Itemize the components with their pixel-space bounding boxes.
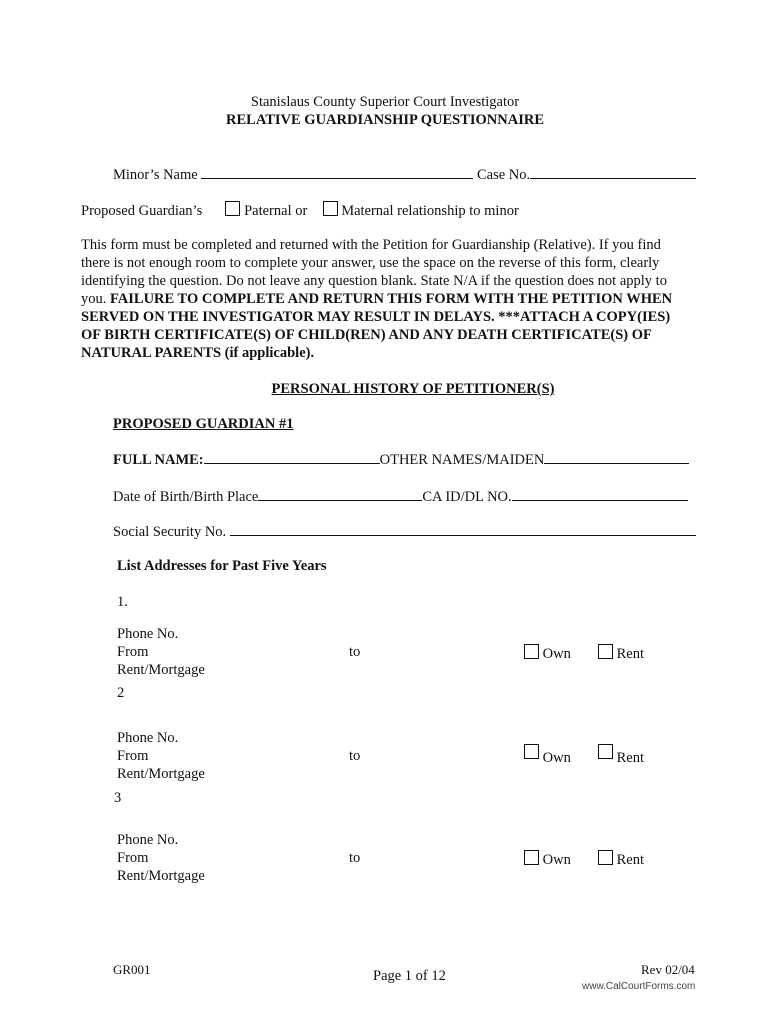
address-3-from-label: From bbox=[117, 850, 149, 866]
address-3-rent-mortgage-label: Rent/Mortgage bbox=[117, 868, 205, 884]
minor-name-label: Minor’s Name bbox=[113, 167, 198, 183]
address-1-rent-label: Rent bbox=[616, 646, 645, 662]
minor-name-row bbox=[113, 165, 696, 184]
address-3-phone-label: Phone No. bbox=[117, 832, 179, 848]
address-1-number: 1. bbox=[117, 594, 128, 610]
watermark: www.CalCourtForms.com bbox=[582, 981, 696, 992]
ssn-label: Social Security No. bbox=[113, 524, 227, 540]
addresses-heading: List Addresses for Past Five Years bbox=[117, 558, 327, 574]
dob-label: Date of Birth/Birth Place bbox=[113, 489, 259, 505]
revision: Rev 02/04 bbox=[641, 962, 695, 977]
address-1-own-label: Own bbox=[542, 646, 571, 662]
case-no-label: Case No. bbox=[476, 167, 531, 183]
ca-id-label: CA ID/DL NO. bbox=[422, 489, 512, 505]
address-2-from-label: From bbox=[117, 748, 149, 764]
address-3-rent bbox=[598, 850, 644, 869]
address-3-own-checkbox[interactable] bbox=[524, 850, 539, 865]
address-1-own-checkbox[interactable] bbox=[524, 644, 539, 659]
other-names-field[interactable] bbox=[544, 450, 689, 464]
address-2-own-checkbox[interactable] bbox=[524, 744, 539, 759]
address-1-rent bbox=[598, 644, 644, 663]
address-3-number: 3 bbox=[114, 790, 122, 806]
address-1-rent-checkbox[interactable] bbox=[598, 644, 613, 659]
form-title: RELATIVE GUARDIANSHIP QUESTIONNAIRE bbox=[226, 112, 544, 128]
dob-field[interactable] bbox=[258, 487, 422, 501]
address-2-own bbox=[524, 744, 571, 766]
maternal-label: Maternal relationship to minor bbox=[341, 203, 519, 219]
address-2-phone-label: Phone No. bbox=[117, 730, 179, 746]
address-2-number: 2 bbox=[117, 685, 125, 701]
address-1-phone-label: Phone No. bbox=[117, 626, 179, 642]
address-2-rent-mortgage-label: Rent/Mortgage bbox=[117, 766, 205, 782]
dob-row bbox=[113, 487, 688, 506]
guardian-relationship-label: Proposed Guardian’s bbox=[81, 203, 203, 219]
instructions-paragraph bbox=[81, 236, 681, 362]
paternal-label: Paternal or bbox=[244, 203, 308, 219]
full-name-row bbox=[113, 450, 689, 469]
guardian1-heading: PROPOSED GUARDIAN #1 bbox=[113, 416, 294, 432]
full-name-label: FULL NAME: bbox=[113, 452, 204, 468]
agency-name: Stanislaus County Superior Court Investigator bbox=[250, 94, 520, 110]
paternal-checkbox[interactable] bbox=[225, 201, 240, 216]
instructions-warning: FAILURE TO COMPLETE AND RETURN THIS FORM WITH THE PETITION WHEN SERVED ON THE INVESTIGATOR MAY RESULT IN DELAYS. ***ATTACH A COPY(IES) OF BIRTH CERTIFICATE(S) OF CHILD(REN) AND ANY DEATH CERTIFICATE(S) OF NATURAL PARENTS (if applicable). bbox=[81, 291, 673, 361]
full-name-field[interactable] bbox=[204, 450, 380, 464]
address-3-own-label: Own bbox=[542, 852, 571, 868]
address-1-from-label: From bbox=[117, 644, 149, 660]
address-3-rent-label: Rent bbox=[616, 852, 645, 868]
address-3-to-label: to bbox=[349, 850, 361, 866]
address-2-rent-checkbox[interactable] bbox=[598, 744, 613, 759]
address-3-rent-checkbox[interactable] bbox=[598, 850, 613, 865]
other-names-label: OTHER NAMES/MAIDEN bbox=[379, 452, 545, 468]
address-2-own-label: Own bbox=[542, 750, 571, 766]
section-title: PERSONAL HISTORY OF PETITIONER(S) bbox=[271, 381, 555, 397]
form-id: GR001 bbox=[113, 962, 151, 977]
case-no-field[interactable] bbox=[530, 165, 696, 179]
minor-name-field[interactable] bbox=[201, 165, 473, 179]
address-1-to-label: to bbox=[349, 644, 361, 660]
address-1-rent-mortgage-label: Rent/Mortgage bbox=[117, 662, 205, 678]
ssn-row bbox=[113, 522, 696, 541]
page-number: Page 1 of 12 bbox=[373, 968, 446, 984]
maternal-checkbox[interactable] bbox=[323, 201, 338, 216]
ca-id-field[interactable] bbox=[512, 487, 688, 501]
instructions-text: This form must be completed and returned with the Petition for Guardianship (Relative). If you find there is not enough room to complete your answer, use the space on the reverse of this form, clearly identifying the question. Do not leave any question blank. State N/A if the question does not apply to you. bbox=[81, 237, 667, 307]
address-2-rent-label: Rent bbox=[616, 750, 645, 766]
address-1-own bbox=[524, 644, 571, 663]
ssn-field[interactable] bbox=[230, 522, 696, 536]
address-2-rent bbox=[598, 744, 645, 766]
guardian-relationship-row bbox=[81, 201, 519, 220]
address-3-own bbox=[524, 850, 571, 869]
address-2-to-label: to bbox=[349, 748, 361, 764]
